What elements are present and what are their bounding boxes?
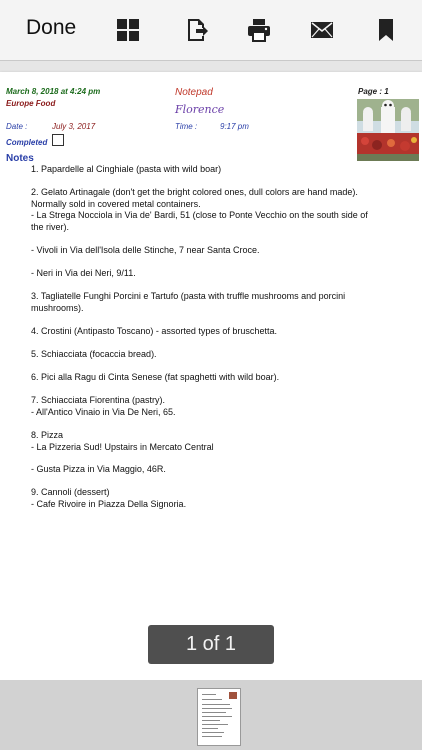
- note-line: - La Strega Nocciola in Via de' Bardi, 51 (close to Ponte Vecchio on the south side of: [31, 210, 368, 220]
- page-thumbnail[interactable]: [197, 688, 241, 746]
- note-line: - Gusta Pizza in Via Maggio, 46R.: [31, 464, 166, 474]
- thumbnail-line: [202, 716, 232, 717]
- note-line: - Neri in Via dei Neri, 9/11.: [31, 268, 136, 278]
- top-toolbar: [0, 0, 422, 61]
- note-page: [0, 72, 422, 680]
- thumbnail-line: [202, 728, 218, 729]
- note-line: 8. Pizza: [31, 430, 64, 440]
- note-line: 4. Crostini (Antipasto Toscano) - assorted types of bruschetta.: [31, 326, 277, 336]
- note-line: 6. Pici alla Ragu di Cinta Senese (fat spaghetti with wild boar).: [31, 372, 280, 382]
- date-label: Date :: [6, 122, 28, 131]
- page-number: Page : 1: [358, 87, 389, 96]
- thumbnail-line: [202, 699, 222, 700]
- time-label: Time :: [175, 122, 198, 131]
- completed-label: Completed: [6, 138, 48, 147]
- note-line: - Vivoli in Via dell'Isola delle Stinche, 7 near Santa Croce.: [31, 245, 260, 255]
- notepad-label: Notepad: [175, 87, 213, 98]
- completed-checkbox[interactable]: [52, 134, 64, 146]
- time-value: 9:17 pm: [220, 122, 249, 131]
- note-line: 2. Gelato Artinagale (don't get the bright colored ones, dull colors are hand made).: [31, 187, 358, 197]
- mail-icon[interactable]: [310, 18, 334, 42]
- bookmark-icon[interactable]: [374, 18, 398, 42]
- date-value: July 3, 2017: [52, 122, 96, 131]
- thumbnail-line: [202, 694, 216, 695]
- location-label: Florence: [175, 103, 225, 116]
- print-icon[interactable]: [247, 18, 271, 42]
- grid-icon[interactable]: [116, 18, 140, 42]
- notes-heading: Notes: [6, 153, 34, 164]
- note-line: - All'Antico Vinaio in Via De Neri, 65.: [31, 407, 176, 417]
- category-label: Europe Food: [6, 99, 56, 108]
- note-photo: [357, 99, 419, 161]
- note-line: mushrooms).: [31, 303, 84, 313]
- note-line: 1. Papardelle al Cinghiale (pasta with wild boar): [31, 164, 222, 174]
- page-counter: 1 of 1: [148, 625, 274, 664]
- note-line: the river).: [31, 222, 70, 232]
- note-line: - La Pizzeria Sud! Upstairs in Mercato Central: [31, 442, 214, 452]
- thumbnail-line: [202, 704, 230, 705]
- export-icon[interactable]: [185, 18, 209, 42]
- note-line: Normally sold in covered metal containers.: [31, 199, 201, 209]
- thumbnail-line: [202, 732, 224, 733]
- thumbnail-bar: [0, 680, 422, 750]
- note-line: 3. Tagliatelle Funghi Porcini e Tartufo (pasta with truffle mushrooms and porcini: [31, 291, 346, 301]
- note-line: 7. Schiacciata Fiorentina (pastry).: [31, 395, 166, 405]
- thumbnail-line: [202, 736, 222, 737]
- note-line: 5. Schiacciata (focaccia bread).: [31, 349, 157, 359]
- note-line: 9. Cannoli (dessert): [31, 487, 110, 497]
- thumbnail-line: [202, 720, 220, 721]
- thumbnail-line: [202, 708, 232, 709]
- done-button[interactable]: Done: [26, 16, 77, 39]
- created-date: March 8, 2018 at 4:24 pm: [6, 87, 101, 96]
- thumbnail-line: [202, 724, 228, 725]
- thumbnail-photo: [229, 692, 237, 699]
- thumbnail-line: [202, 712, 226, 713]
- note-line: - Cafe Rivoire in Piazza Della Signoria.: [31, 499, 187, 509]
